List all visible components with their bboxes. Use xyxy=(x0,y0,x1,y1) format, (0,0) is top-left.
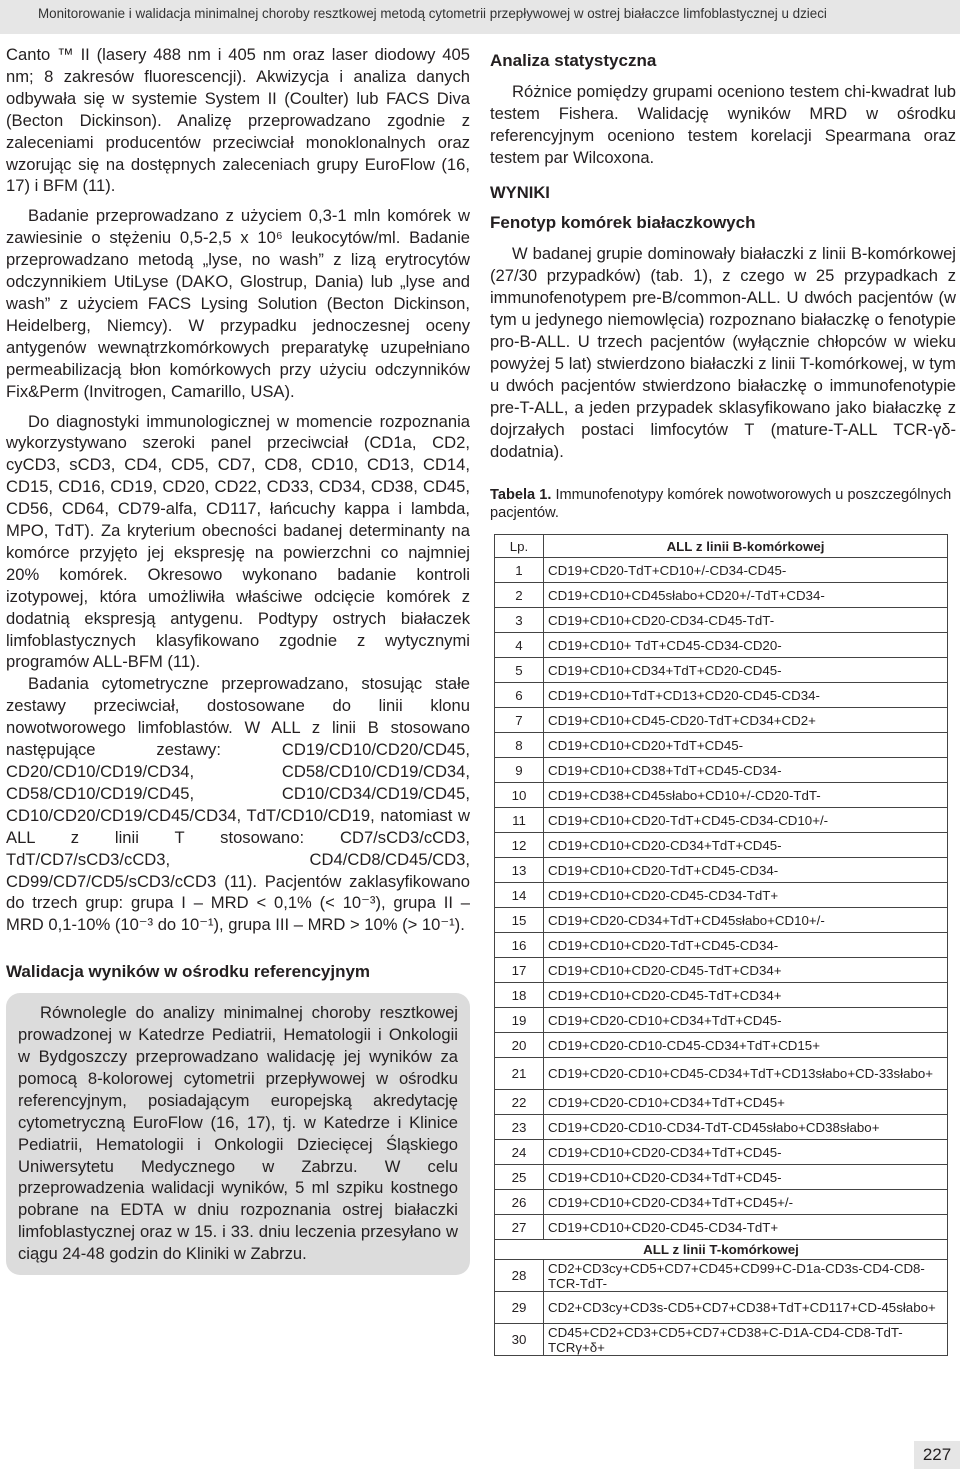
row-phenotype: CD19+CD10+CD45słabo+CD20+/-TdT+CD34- xyxy=(544,583,948,608)
row-number: 9 xyxy=(495,758,544,783)
paragraph-4: Badania cytometryczne przeprowadzano, stosując stałe zestawy przeciwciał, dostosowane do linii klonu nowotworowego limfoblastów. W ALL z linii B stosowano następujące zestawy: CD19/CD10/CD20/CD45, CD20/CD10/CD19/CD34, CD58/CD10/CD19/CD34, CD58/CD10/CD19/CD45, CD10/CD34/CD19/CD45, CD10/CD20/CD19/CD45/CD34, TdT/CD10/CD19, natomiast w ALL z linii T stosowano: CD7/sCD3/cCD3, TdT/CD7/sCD3/cCD3, CD4/CD8/CD45/CD3, CD99/CD7/CD5/sCD3/cCD3 (11). Pacjentów zaklasyfikowano do trzech grup: grupa I – MRD < 0,1% (< 10⁻³), grupa II – MRD 0,1-10% (10⁻³ do 10⁻¹), grupa III – MRD > 10% (> 10⁻¹). xyxy=(6,674,470,935)
table-row xyxy=(495,758,948,783)
row-phenotype: CD19+CD20-CD10+CD34+TdT+CD45+ xyxy=(544,1090,948,1115)
row-phenotype: CD19+CD10+CD20-CD34+TdT+CD45- xyxy=(544,1140,948,1165)
table-row xyxy=(495,608,948,633)
table-body-b-lineage xyxy=(495,558,948,1240)
table-row xyxy=(495,658,948,683)
row-phenotype: CD19+CD20-TdT+CD10+/-CD34-CD45- xyxy=(544,558,948,583)
row-number: 5 xyxy=(495,658,544,683)
row-number: 1 xyxy=(495,558,544,583)
row-phenotype: CD19+CD20-CD34+TdT+CD45słabo+CD10+/- xyxy=(544,908,948,933)
table-row xyxy=(495,558,948,583)
row-number: 22 xyxy=(495,1090,544,1115)
table-row xyxy=(495,833,948,858)
row-phenotype: CD19+CD10+CD20-CD45-TdT+CD34+ xyxy=(544,983,948,1008)
row-number: 23 xyxy=(495,1115,544,1140)
table-header-b-lineage: ALL z linii B-komórkowej xyxy=(544,535,948,558)
row-phenotype: CD19+CD20-CD10+CD34+TdT+CD45- xyxy=(544,1008,948,1033)
table-caption-label: Tabela 1. xyxy=(490,487,552,504)
table-row xyxy=(495,808,948,833)
table-row xyxy=(495,733,948,758)
table-row xyxy=(495,1140,948,1165)
table-row xyxy=(495,708,948,733)
stats-paragraph: Różnice pomiędzy grupami oceniono testem chi-kwadrat lub testem Fishera. Walidację wyników MRD w ośrodku referencyjnym oceniono testem korelacji Spearmana oraz testem par Wilcoxona. xyxy=(490,81,956,167)
row-phenotype: CD19+CD10+CD20-CD34+TdT+CD45+/- xyxy=(544,1190,948,1215)
results-heading: WYNIKI xyxy=(490,182,550,202)
table-row xyxy=(495,1260,948,1292)
table-header-num: Lp. xyxy=(495,535,544,558)
row-number: 21 xyxy=(495,1058,544,1090)
table-row xyxy=(495,1008,948,1033)
row-phenotype: CD19+CD10+CD20-CD45-TdT+CD34+ xyxy=(544,958,948,983)
row-number: 24 xyxy=(495,1140,544,1165)
row-phenotype: CD19+CD10+CD20-CD34-CD45-TdT- xyxy=(544,608,948,633)
row-number: 27 xyxy=(495,1215,544,1240)
row-phenotype: CD19+CD38+CD45słabo+CD10+/-CD20-TdT- xyxy=(544,783,948,808)
row-number: 4 xyxy=(495,633,544,658)
table-row xyxy=(495,783,948,808)
table-row xyxy=(495,1215,948,1240)
table-row xyxy=(495,933,948,958)
validation-box xyxy=(6,993,470,1275)
row-phenotype: CD19+CD20-CD10-CD34-TdT-CD45słabo+CD38słabo+ xyxy=(544,1115,948,1140)
row-number: 18 xyxy=(495,983,544,1008)
row-phenotype: CD19+CD10+CD20-CD45-CD34-TdT+ xyxy=(544,1215,948,1240)
row-phenotype: CD19+CD20-CD10+CD45-CD34+TdT+CD13słabo+CD-33słabo+ xyxy=(544,1058,948,1090)
table-row xyxy=(495,908,948,933)
phenotype-paragraph: W badanej grupie dominowały białaczki z linii B-komórkowej (27/30 przypadków) (tab. 1), z czego w 25 przypadkach z immunofenotypem pre-B/common-ALL. U dwóch pacjentów (w tym u jedynego niemowlęcia) rozpoznano białaczkę o fenotypie pro-B-ALL. U trzech pacjentów (wyłącznie chłopców w wieku powyżej 5 lat) stwierdzono białaczki z linii T-komórkowej, w tym u dwóch pacjentów stwierdzono białaczkę o immunofenotypie pre-T-ALL, a jeden przypadek sklasyfikowano jako białaczkę z dojrzałych postaci limfocytów T (mature-T-ALL TCR-γδ-dodatnia). xyxy=(490,244,956,461)
table-row xyxy=(495,1292,948,1324)
page-number: 227 xyxy=(914,1441,960,1469)
row-phenotype: CD19+CD10+CD45-CD20-TdT+CD34+CD2+ xyxy=(544,708,948,733)
table-row xyxy=(495,633,948,658)
table-row xyxy=(495,1058,948,1090)
row-number: 17 xyxy=(495,958,544,983)
row-phenotype: CD19+CD10+CD20-TdT+CD45-CD34- xyxy=(544,933,948,958)
table-row xyxy=(495,983,948,1008)
left-column xyxy=(6,44,470,1275)
row-number: 10 xyxy=(495,783,544,808)
paragraph-2: Badanie przeprowadzano z użyciem 0,3-1 mln komórek w zawiesinie o stężeniu 0,5-2,5 x 10⁶ leukocytów/ml. Badanie przeprowadzano metodą „lyse, no wash” z lizą erytrocytów odczynnikiem UtiLyse (DAKO, Glostrup, Dania) lub „lyse and wash” z użyciem FACS Lysing Solution (Becton Dickinson, Heidelberg, Niemcy). W przypadku jednoczesnej oceny antygenów wewnątrzkomórkowych preparatykę uzupełniano permeabilizacją błon komórkowych przy użyciu odczynników Fix&Perm (Invitrogen, Camarillo, USA). xyxy=(6,206,470,401)
table-body-t-lineage xyxy=(495,1260,948,1356)
table-header-t-lineage: ALL z linii T-komórkowej xyxy=(495,1240,948,1260)
row-number: 15 xyxy=(495,908,544,933)
row-phenotype: CD19+CD10+CD20-CD45-CD34-TdT+ xyxy=(544,883,948,908)
table-row xyxy=(495,583,948,608)
validation-paragraph: Równolegle do analizy minimalnej choroby resztkowej prowadzonej w Katedrze Pediatrii, Hematologii i Onkologii w Bydgoszczy przeprowadzano walidację jej wyników za pomocą 8-kolorowej cytometrii przepływowej w ośrodku referencyjnym, posiadającym europejską akredytację cytometryczną EuroFlow (16, 17), tj. w Katedrze i Klinice Pediatrii, Hematologii i Onkologii Dziecięcej Śląskiego Uniwersytetu Medycznego w Zabrzu. W celu przeprowadzenia walidacji wyników, 5 ml szpiku kostnego pobrane na EDTA w dniu rozpoznania ostrej białaczki limfoblastycznej oraz w 15. i 33. dniu leczenia przesyłano w ciągu 24-48 godzin do Kliniki w Zabrzu. xyxy=(18,1003,458,1264)
table-row xyxy=(495,683,948,708)
running-header: Monitorowanie i walidacja minimalnej choroby resztkowej metodą cytometrii przepływowej w ostrej białaczce limfoblastycznej u dzieci xyxy=(0,0,960,34)
stats-heading: Analiza statystyczna xyxy=(490,51,657,70)
row-phenotype: CD2+CD3cy+CD5+CD7+CD45+CD99+C-D1a-CD3s-CD4-CD8-TCR-TdT- xyxy=(544,1260,948,1292)
row-number: 11 xyxy=(495,808,544,833)
row-number: 7 xyxy=(495,708,544,733)
paragraph-3: Do diagnostyki immunologicznej w momencie rozpoznania wykorzystywano szeroki panel przeciwciał (CD1a, CD2, cyCD3, sCD3, CD4, CD5, CD7, CD8, CD10, CD13, CD14, CD15, CD16, CD19, CD20, CD22, CD33, CD34, CD38, CD45, CD56, CD64, CD79-alfa, CD117, łańcuchy kappa i lambda, MPO, TdT). Za kryterium obecności badanej determinanty na komórce przyjęto jej ekspresję na powierzchni co najmniej 20% komórek. Okresowo wykonano badanie kontroli izotypowej, która umożliwiła właściwe odcięcie komórek z dodatnią ekspresją antygenu. Podtypy ostrych białaczek limfoblastycznych klasyfikowano zgodnie z wytycznymi programów ALL-BFM (11). xyxy=(6,411,470,672)
table-row xyxy=(495,1190,948,1215)
table-row xyxy=(495,883,948,908)
row-number: 12 xyxy=(495,833,544,858)
row-number: 2 xyxy=(495,583,544,608)
row-phenotype: CD19+CD10+TdT+CD13+CD20-CD45-CD34- xyxy=(544,683,948,708)
row-number: 6 xyxy=(495,683,544,708)
row-phenotype: CD19+CD20-CD10-CD45-CD34+TdT+CD15+ xyxy=(544,1033,948,1058)
row-phenotype: CD19+CD10+CD20-CD34+TdT+CD45- xyxy=(544,833,948,858)
row-number: 30 xyxy=(495,1324,544,1356)
row-number: 19 xyxy=(495,1008,544,1033)
paragraph-1: Canto ™ II (lasery 488 nm i 405 nm oraz laser diodowy 405 nm; 8 zakresów fluorescencji). Akwizycja i analiza danych odbywała się w systemie System II (Coulter) lub FACS Diva (Becton Dickinson). Analizę przeprowadzano zgodnie z zaleceniami producentów przeciwciał monoklonalnych oraz wzorując się na dostępnych zaleceniach grupy EuroFlow (16, 17) i BFM (11). xyxy=(6,45,470,196)
row-phenotype: CD19+CD10+CD20-TdT+CD45-CD34- xyxy=(544,858,948,883)
table-row xyxy=(495,1165,948,1190)
row-number: 8 xyxy=(495,733,544,758)
table-row xyxy=(495,1324,948,1356)
table-caption-text: Immunofenotypy komórek nowotworowych u poszczególnych pacjentów. xyxy=(490,487,952,522)
row-number: 28 xyxy=(495,1260,544,1292)
immunophenotype-table xyxy=(494,534,948,1356)
table-row xyxy=(495,958,948,983)
row-phenotype: CD19+CD10+CD38+TdT+CD45-CD34- xyxy=(544,758,948,783)
row-number: 16 xyxy=(495,933,544,958)
row-number: 13 xyxy=(495,858,544,883)
table-row xyxy=(495,1090,948,1115)
table-row xyxy=(495,1115,948,1140)
row-phenotype: CD2+CD3cy+CD3s-CD5+CD7+CD38+TdT+CD117+CD-45słabo+ xyxy=(544,1292,948,1324)
row-number: 25 xyxy=(495,1165,544,1190)
table-row xyxy=(495,1033,948,1058)
right-column xyxy=(490,50,956,1356)
row-phenotype: CD19+CD10+CD20+TdT+CD45- xyxy=(544,733,948,758)
row-number: 20 xyxy=(495,1033,544,1058)
row-phenotype: CD19+CD10+CD20-CD34+TdT+CD45- xyxy=(544,1165,948,1190)
row-phenotype: CD19+CD10+CD34+TdT+CD20-CD45- xyxy=(544,658,948,683)
table-caption xyxy=(490,486,956,522)
validation-heading: Walidacja wyników w ośrodku referencyjnym xyxy=(6,962,371,982)
table-row xyxy=(495,858,948,883)
row-number: 3 xyxy=(495,608,544,633)
row-phenotype: CD19+CD10+CD20-TdT+CD45-CD34-CD10+/- xyxy=(544,808,948,833)
row-number: 26 xyxy=(495,1190,544,1215)
row-phenotype: CD45+CD2+CD3+CD5+CD7+CD38+C-D1A-CD4-CD8-TdT-TCRγ+δ+ xyxy=(544,1324,948,1356)
row-number: 29 xyxy=(495,1292,544,1324)
row-number: 14 xyxy=(495,883,544,908)
row-phenotype: CD19+CD10+ TdT+CD45-CD34-CD20- xyxy=(544,633,948,658)
phenotype-heading: Fenotyp komórek białaczkowych xyxy=(490,213,756,233)
